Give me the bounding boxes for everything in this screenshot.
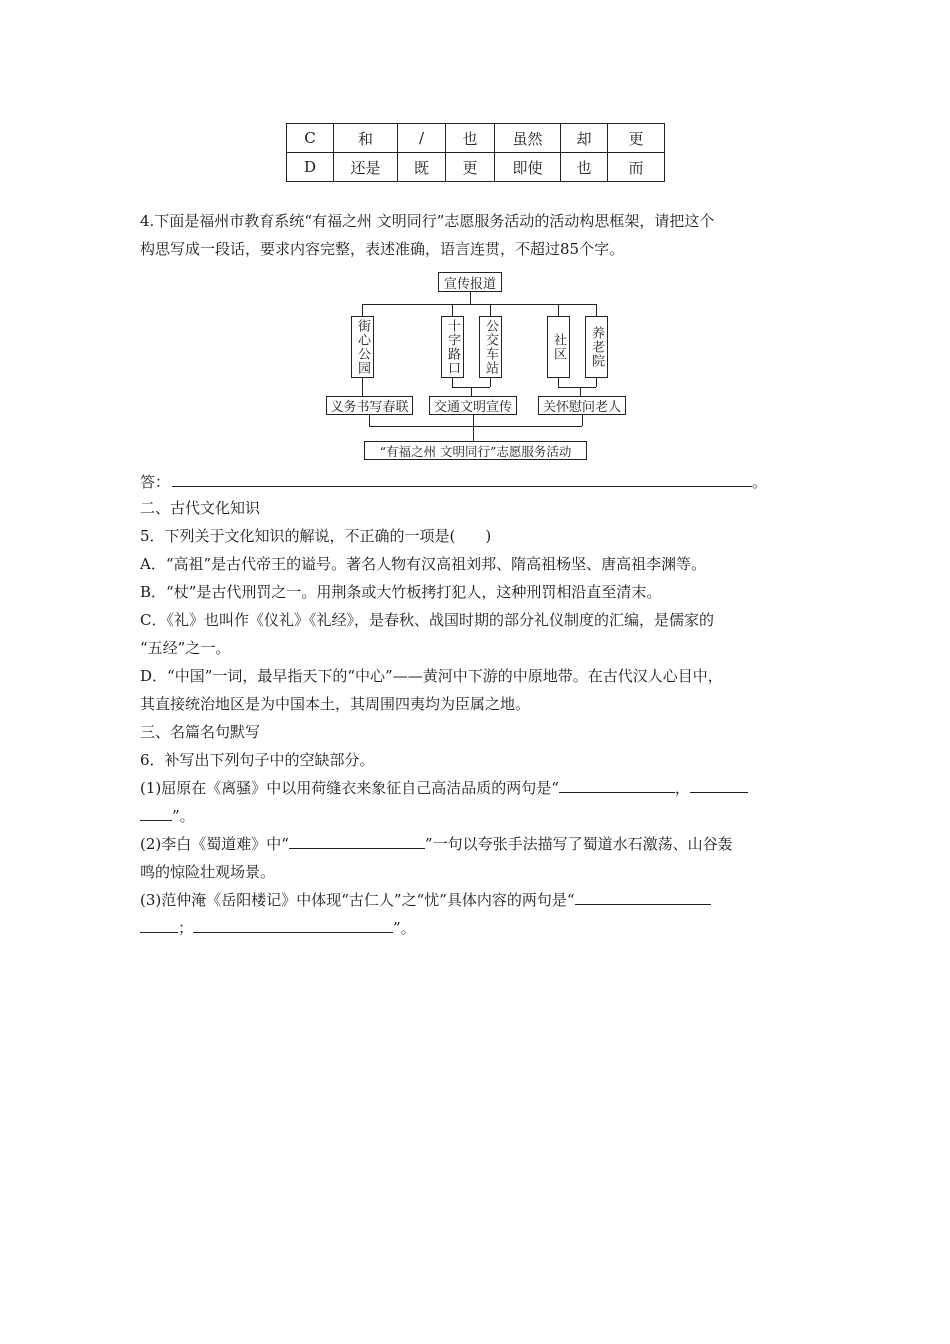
answer-label: 答： [140,473,171,491]
table-cell: 和 [334,124,398,153]
table-cell: 而 [608,153,665,182]
question-6-item-1-cont [140,806,195,826]
connector [596,378,597,387]
fill-blank[interactable] [559,778,675,793]
question-6-item-1 [140,778,748,798]
connector [558,387,596,388]
fill-blank[interactable] [140,918,178,933]
option-a: A．“高祖”是古代帝王的谥号。著名人物有汉高祖刘邦、隋高祖杨坚、唐高祖李渊等。 [140,555,707,573]
connector [558,378,559,387]
option-c-line-1: C．《礼》也叫作《仪礼》《礼经》，是春秋、战国时期的部分礼仪制度的汇编，是儒家的 [140,611,714,629]
connector [490,378,491,387]
fill-blank[interactable] [690,778,748,793]
place-box: 十字路口 [441,316,464,378]
table-cell: 更 [446,153,495,182]
question-6-stem: 6．补写出下列句子中的空缺部分。 [140,751,375,769]
table-cell: 还是 [334,153,398,182]
question-4-line-1: 4.下面是福州市教育系统“有福之州 文明同行”志愿服务活动的活动构思框架，请把这个 [140,212,715,230]
table-row [287,124,665,153]
activity-box: 交通文明宣传 [429,396,517,415]
item-text: ”。 [393,919,416,937]
table-cell: C [287,124,334,153]
place-box: 街心公园 [351,316,374,378]
diagram-top-box: 宣传报道 [438,272,502,292]
connector [452,378,453,387]
table-cell: 也 [561,153,608,182]
table-cell: 却 [561,124,608,153]
option-b: B．“杖”是古代刑罚之一。用荆条或大竹板拷打犯人，这种刑罚相沿直至清末。 [140,583,662,601]
connector [473,415,474,441]
place-box: 养老院 [585,316,608,378]
fill-blank[interactable] [140,806,172,821]
activity-box: 关怀慰问老人 [538,396,626,415]
question-5-stem: 5．下列关于文化知识的解说，不正确的一项是( ) [140,527,492,545]
place-box: 社区 [547,316,570,378]
item-text: ”。 [172,807,195,825]
item-text: ； [178,919,194,937]
answer-blank[interactable] [172,486,752,487]
connector [558,304,559,316]
connector [580,387,581,396]
item-text: (3)范仲淹《岳阳楼记》中体现“古仁人”之“忧”具体内容的两句是“ [140,891,575,909]
connector [362,304,363,316]
question-6-item-2 [140,834,733,854]
option-d-line-1: D．“中国”一词，最早指天下的“中心”——黄河中下游的中原地带。在古代汉人心目中， [140,667,723,685]
question-6-item-2-cont: 鸣的惊险壮观场景。 [140,863,276,881]
fill-blank[interactable] [193,918,393,933]
question-6-item-3-cont [140,918,416,938]
options-table [286,123,665,182]
diagram-bottom-box: “有福之州 文明同行”志愿服务活动 [364,441,587,460]
table-row [287,153,665,182]
connector [596,304,597,316]
table-cell: 即使 [495,153,561,182]
question-4-line-2: 构思写成一段话，要求内容完整，表述准确，语言连贯，不超过85个字。 [140,240,625,258]
item-text: (2)李白《蜀道难》中“ [140,835,289,853]
connector [452,304,453,316]
table-cell: D [287,153,334,182]
question-6-item-3 [140,890,711,910]
connector [362,304,596,305]
table-cell: 虽然 [495,124,561,153]
activity-box: 义务书写春联 [326,396,413,415]
table-cell: 也 [446,124,495,153]
answer-end: 。 [752,473,768,491]
item-text: (1)屈原在《离骚》中以用荷缝衣来象征自己高洁品质的两句是“ [140,779,559,797]
fill-blank[interactable] [289,834,425,849]
fill-blank[interactable] [575,890,711,905]
connector [369,415,370,426]
item-text: ， [674,779,690,797]
table-cell: / [398,124,446,153]
table-cell: 更 [608,124,665,153]
connector [369,426,582,427]
table-cell: 既 [398,153,446,182]
connector [471,387,472,396]
place-box: 公交车站 [479,316,502,378]
section-heading: 三、名篇名句默写 [140,723,261,741]
connector [582,415,583,426]
item-text: ”一句以夸张手法描写了蜀道水石激荡、山谷轰 [424,835,733,853]
connector [490,304,491,316]
option-d-line-2: 其直接统治地区是为中国本土，其周围四夷均为臣属之地。 [140,695,531,713]
section-heading: 二、古代文化知识 [140,499,261,517]
connector [362,378,363,396]
connector [470,292,471,304]
option-c-line-2: “五经”之一。 [140,639,231,657]
